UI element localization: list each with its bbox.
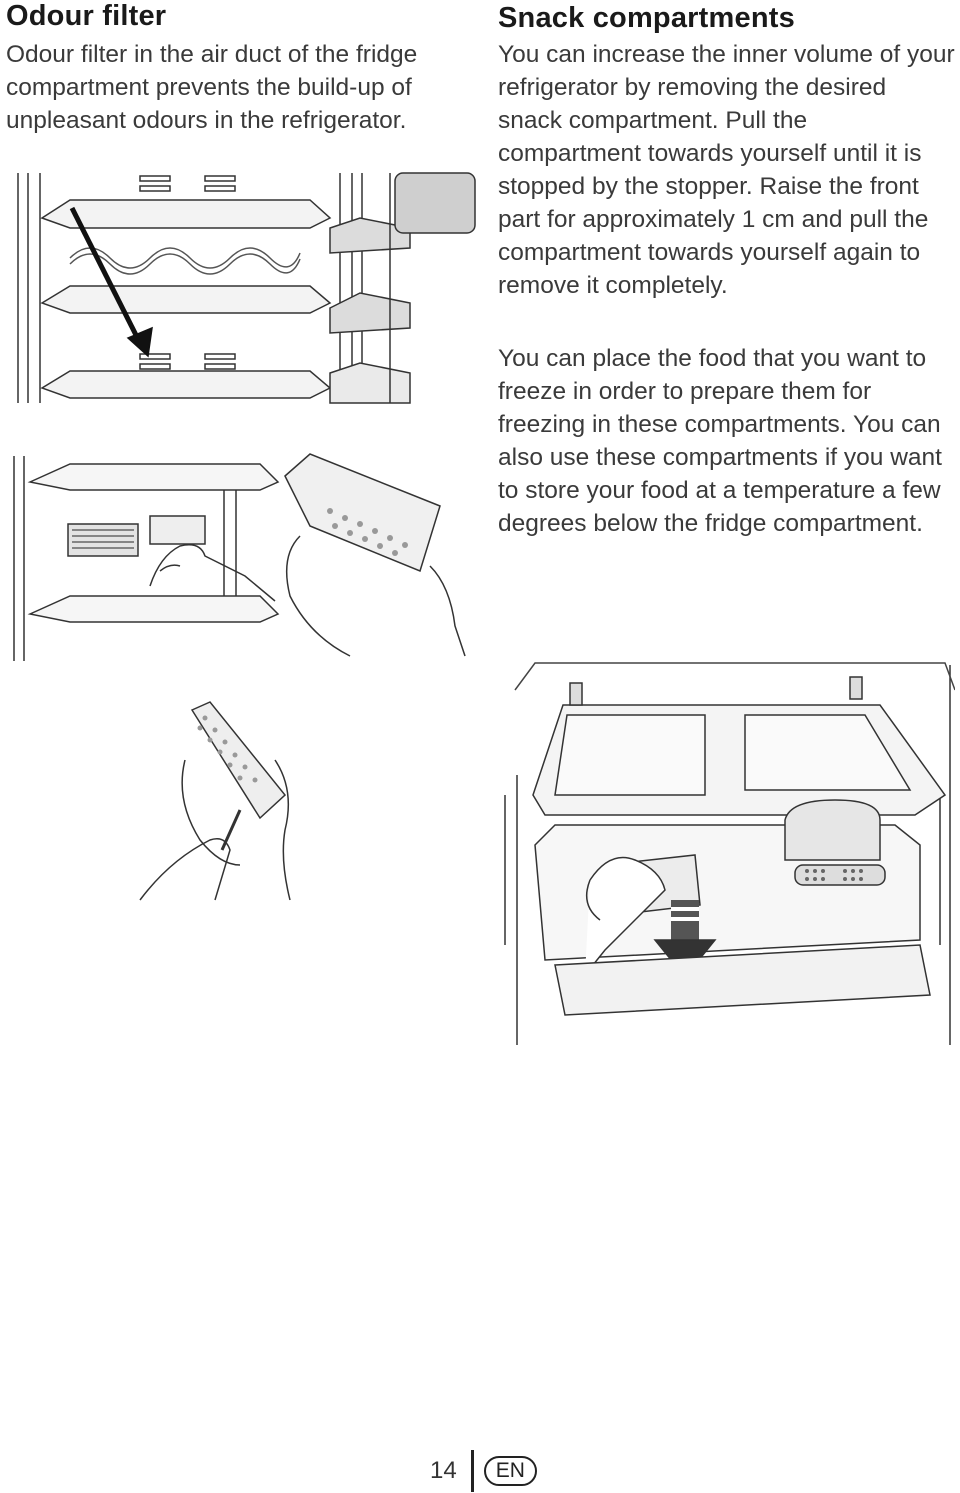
language-badge: EN bbox=[484, 1456, 537, 1486]
snack-compartments-text-1: You can increase the inner volume of your refrigerator by removing the desired snack compartment. Pull the compartment towards yourself until it is stopped by the stopper. Raise the front part for approximately 1 cm and pull the compartment towards yourself again to remove it completely. bbox=[498, 41, 955, 299]
snack-compartment-illustration bbox=[495, 655, 955, 1050]
fridge-shelves-illustration bbox=[10, 168, 480, 408]
odour-filter-heading: Odour filter bbox=[6, 0, 167, 32]
snack-compartments-text-2: You can place the food that you want to freeze in order to prepare them for freezing in these compartments. You can also use these compartments if you want to store your food at a temperature a few degrees below the fridge compartment. bbox=[498, 345, 942, 537]
odour-filter-removal-illustration bbox=[10, 446, 470, 666]
hands-holding-filter-illustration bbox=[130, 700, 330, 905]
page-footer bbox=[430, 1450, 537, 1492]
footer-divider bbox=[471, 1450, 474, 1492]
page-number: 14 bbox=[430, 1457, 457, 1484]
snack-compartments-heading: Snack compartments bbox=[498, 2, 795, 34]
odour-filter-text: Odour filter in the air duct of the fridge compartment prevents the build-up of unpleasant odours in the refrigerator. bbox=[6, 41, 418, 134]
